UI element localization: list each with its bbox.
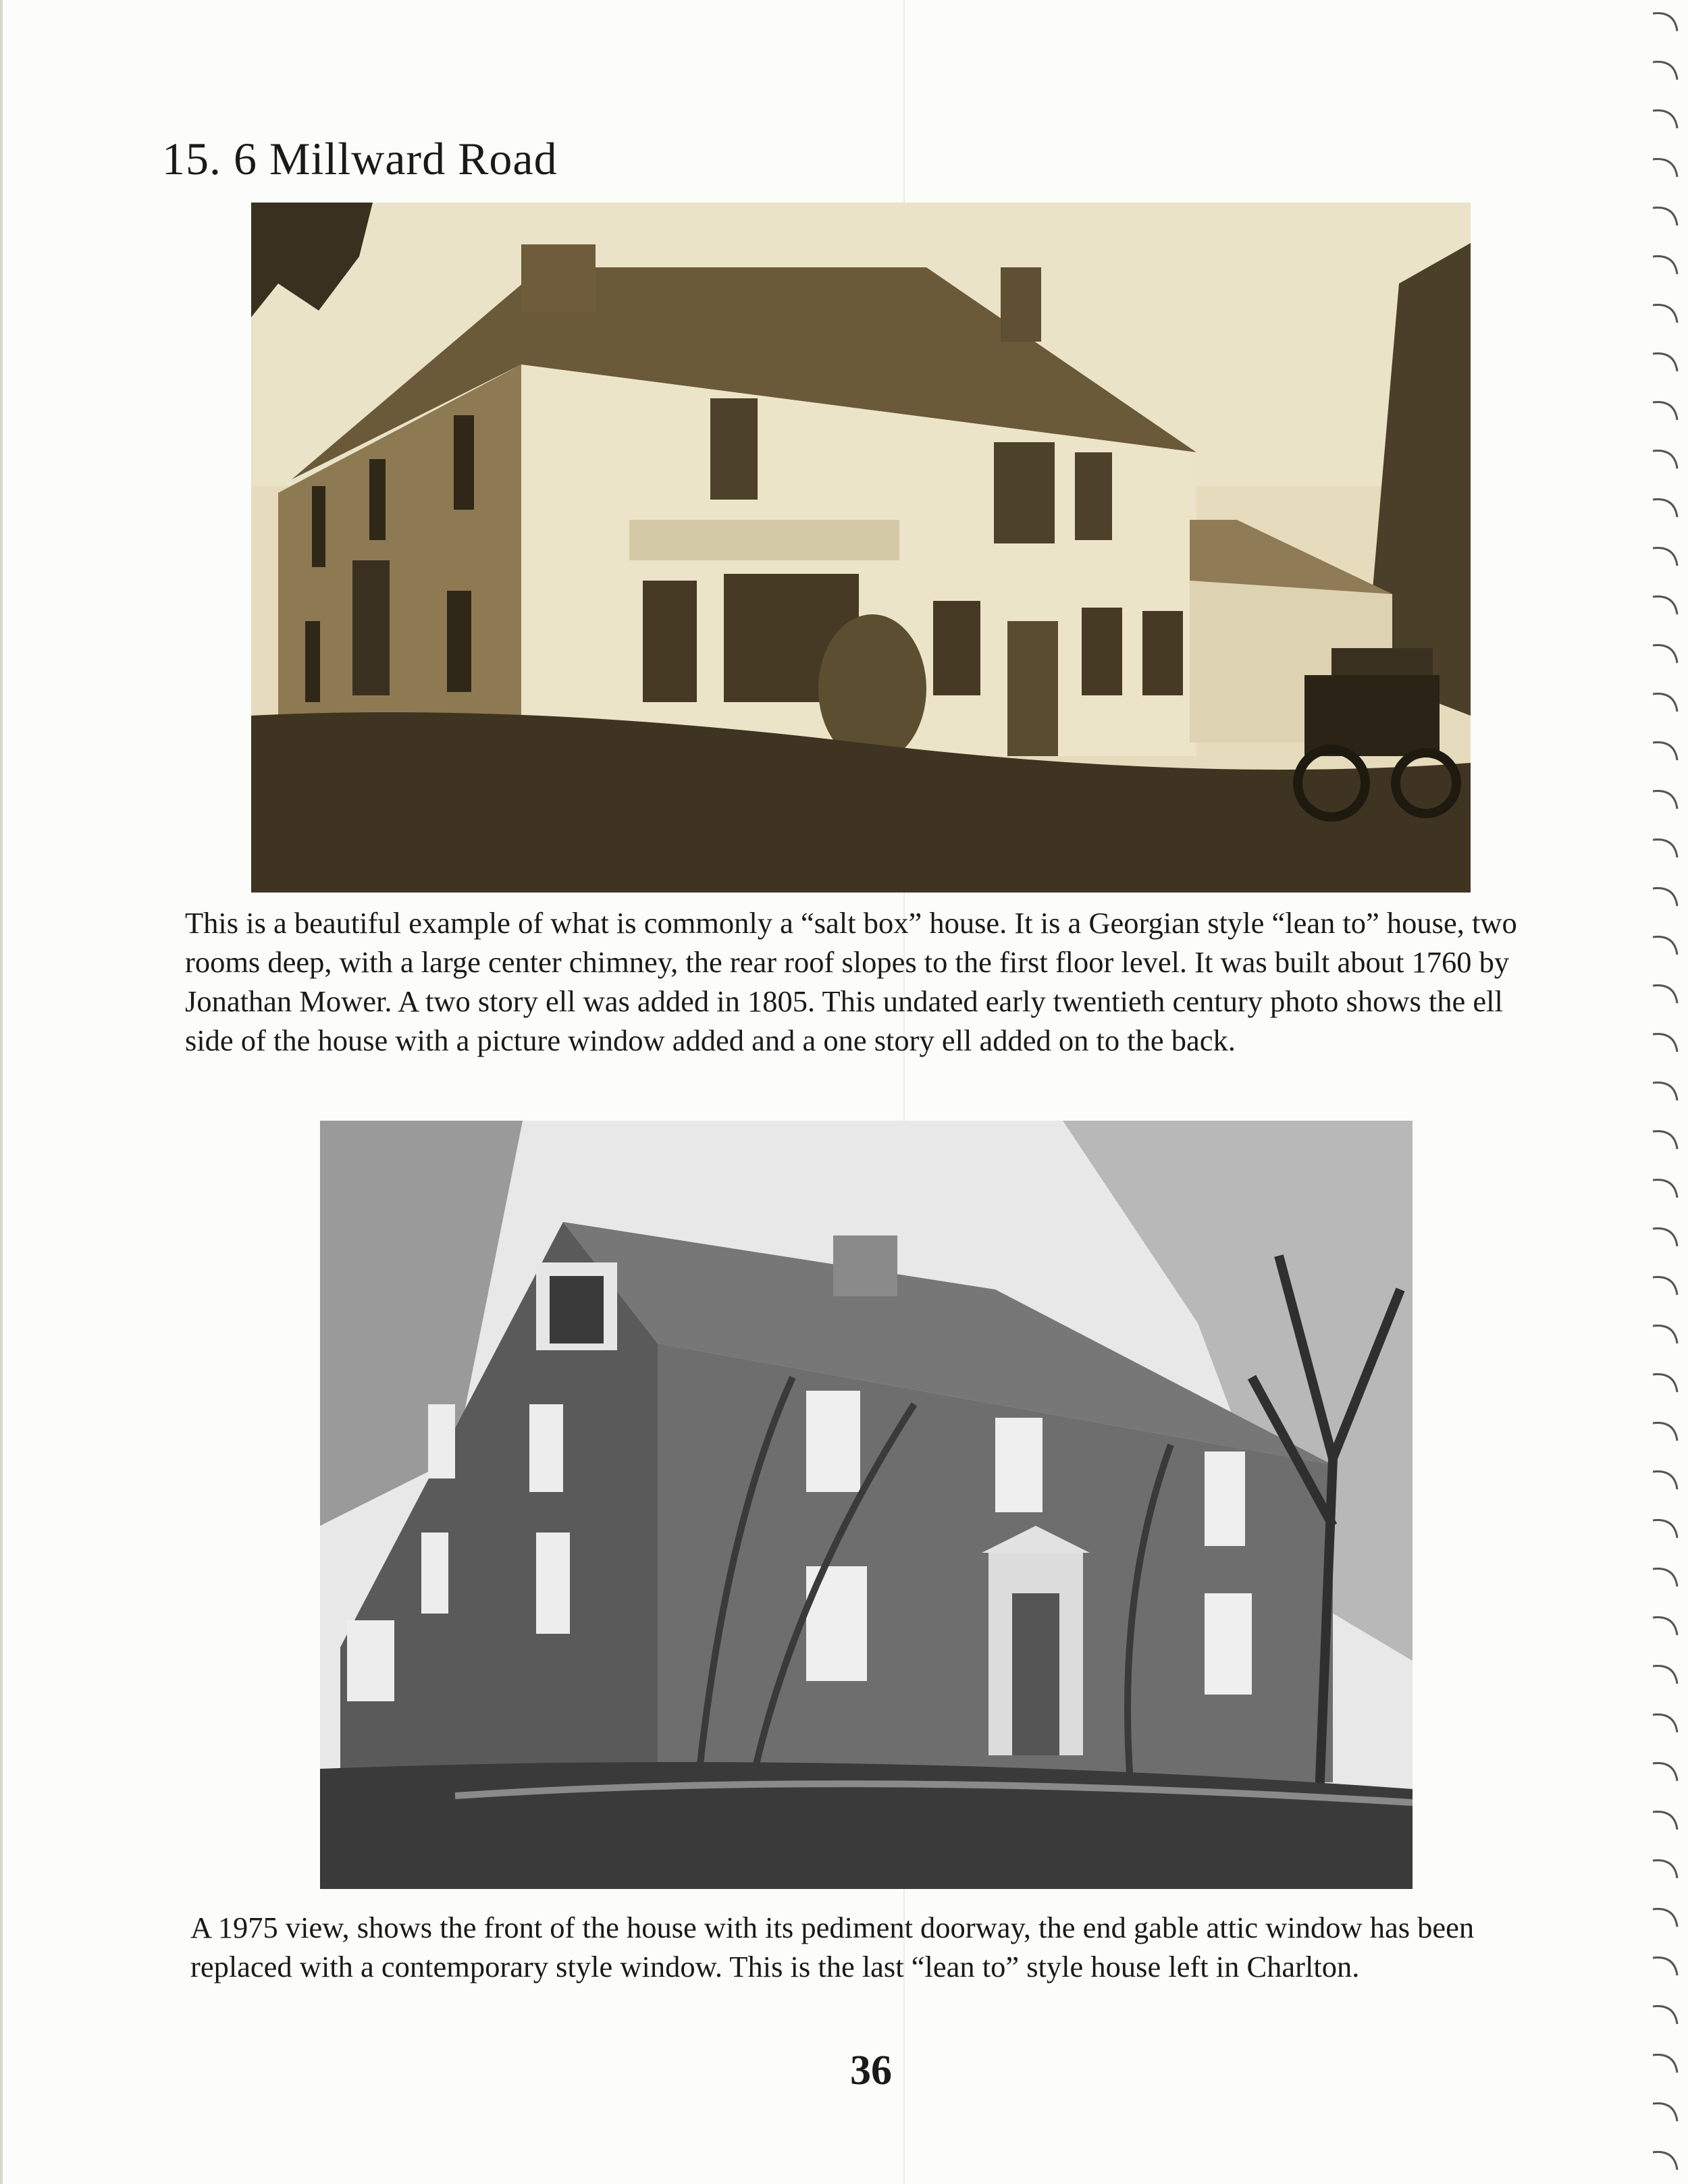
binding-loop [1653,1277,1677,1295]
binding-loop [1653,986,1677,1003]
binding-loop [1653,14,1677,31]
binding-loop [1653,1423,1677,1441]
house-photo-sepia [251,203,1471,893]
binding-loop [1653,1812,1677,1830]
binding-loop [1653,1472,1677,1489]
binding-loop [1653,1131,1677,1149]
house-photo-sepia-image [251,203,1471,893]
binding-loop [1653,1909,1677,1927]
binding-loop [1653,645,1677,663]
photo-caption-top: This is a beautiful example of what is commonly a “salt box” house. It is a Georgian style “lean to” house, two rooms deep, with a large center chimney, the rear roof slopes to the first floor level. It was built about 1760 by Jonathan Mower. A two story ell was added in 1805. This undated early twentieth century photo shows the ell side of the house with a picture window added and a one story ell added on to the back. [185,906,1517,1057]
binding-loop [1653,1569,1677,1587]
binding-loop [1653,1034,1677,1052]
binding-loop [1653,888,1677,906]
binding-loop [1653,1083,1677,1100]
binding-loop [1653,2152,1677,2170]
binding-loop [1653,1763,1677,1781]
binding-loop [1653,2055,1677,2073]
binding-loop [1653,840,1677,857]
binding-loop [1653,1618,1677,1635]
binding-loop [1653,743,1677,760]
page-title: 15. 6 Millward Road [162,133,558,184]
binding-loop [1653,1666,1677,1684]
binding-loop [1653,402,1677,420]
binding-loop [1653,1861,1677,1878]
binding-loop [1653,257,1677,274]
binding-loop [1653,2104,1677,2121]
binding-loop [1653,2006,1677,2024]
binding-loop [1653,597,1677,614]
binding-loop [1653,62,1677,80]
binding-loop [1653,1180,1677,1198]
binding-loop [1653,500,1677,517]
binding-loop [1653,791,1677,809]
binding-loop [1653,451,1677,469]
binding-loop [1653,1229,1677,1246]
binding-loop [1653,548,1677,566]
binding-loop [1653,1520,1677,1538]
binding-loop [1653,1375,1677,1392]
binding-loop [1653,1715,1677,1732]
binding-loop [1653,694,1677,712]
photo-caption-bottom: A 1975 view, shows the front of the house with its pediment doorway, the end gable attic window has been replaced with a contemporary style window. This is the last “lean to” style house left in Charlton. [190,1911,1475,1983]
binding-loop [1653,354,1677,371]
binding-loop [1653,208,1677,225]
binding-loop [1653,111,1677,128]
binding-loop [1653,159,1677,177]
page-number: 36 [850,2048,892,2094]
binding-loop [1653,1958,1677,1975]
binding-loop [1653,305,1677,323]
house-photo-bw-image [320,1121,1413,1889]
page-left-edge [0,0,3,2184]
binding-loop [1653,937,1677,955]
binding-loop [1653,1326,1677,1343]
spiral-binding [1647,0,1688,2184]
house-photo-bw [320,1121,1413,1889]
